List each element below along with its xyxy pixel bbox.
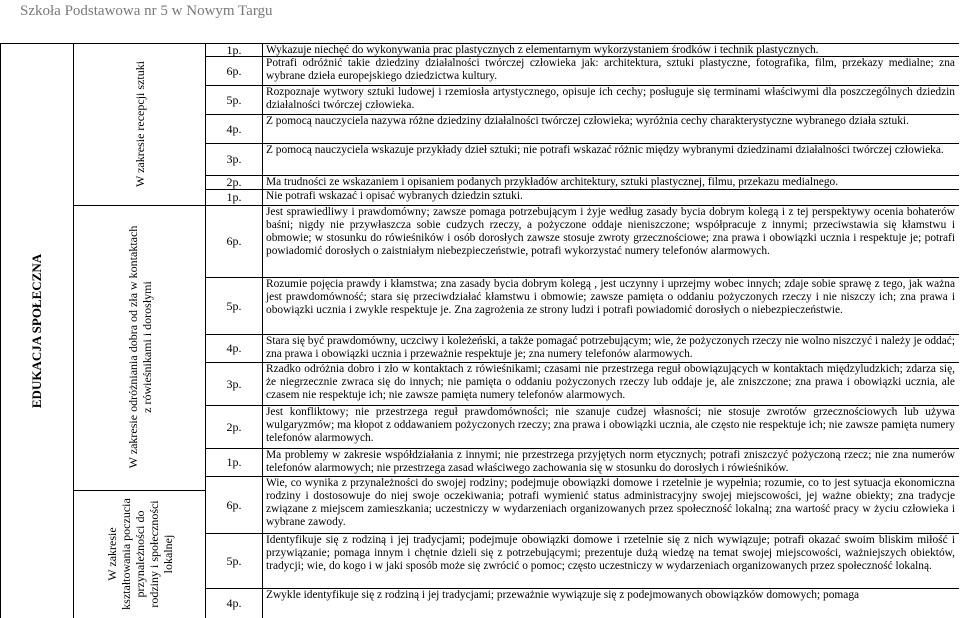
grade-cell: 6p. <box>206 477 263 533</box>
grade-cell: 5p. <box>206 86 263 114</box>
table-row <box>206 406 959 449</box>
grade-cell: 6p. <box>206 57 263 85</box>
description-cell: Identyfikuje się z rodziną i jej tradycjami; podejmuje obowiązki domowe i rzetelnie się z nich wywiązuje; potrafi okazać swoim bliskim miłość i przywiązanie; pomaga innym i chętnie dzieli się z potrzebującymi; prezentuje dużą wiedzę na temat swojej miejscowości, ważniejszych obiektów, tradycji; wie, do kogo i w jaki sposób może się zwrócić o pomoc; często uczestniczy w wydarzeniach organizowanych przez społeczność lokalną. <box>266 534 955 572</box>
grade-cell: 6p. <box>206 206 263 277</box>
description-cell: Jest sprawiedliwy i prawdomówny; zawsze pomaga potrzebującym i żyje według zasady bycia dobrym kolegą i z tej perspektywy ocenia bohaterów baśni; nigdy nie przywłaszcza sobie cudzych rzeczy, a pożyczone oddaje nieniszczone; współpracuje z innymi; przeciwstawia się kłamstwu i obmowie; w stosunku do rówieśników i osób dorosłych zawsze stosuje zwroty grzecznościowe; zna prawa i obowiązki ucznia i respektuje je; potrafi powiadomić dorosłych o zaistniałym niebezpieczeństwie, potrafi wykorzystać numery telefonów alarmowych. <box>266 206 955 257</box>
grade-cell: 3p. <box>206 144 263 175</box>
table-row <box>206 144 959 176</box>
grade-cell: 5p. <box>206 278 263 334</box>
section-column <box>74 44 206 618</box>
grade-cell: 2p. <box>206 176 263 189</box>
description-cell: Ma problemy w zakresie współdziałania z innymi; nie przestrzega przyjętych norm etycznych; potrafi zniszczyć pożyczoną rzecz; nie zna numerów telefonów alarmowych; nie przestrzega zasad właściwego zachowania się w stosunku do dorosłych i rówieśników. <box>266 449 955 474</box>
table-row <box>206 363 959 406</box>
table-row <box>206 278 959 335</box>
description-cell: Rzadko odróżnia dobro i zło w kontaktach z rówieśnikami; czasami nie przestrzega reguł obowiązujących w kontaktach międzyludzkich; zdarza się, że niegrzecznie zwraca się do innych; nie pamięta o oddaniu pożyczonych rzeczy lub oddaje je, ale zniszczone; zna prawa i obowiązki ucznia, ale czasem nie respektuje ich; nie zawsze pamięta numery telefonów alarmowych. <box>266 363 955 401</box>
table-row <box>206 44 959 57</box>
grade-cell: 5p. <box>206 534 263 588</box>
description-cell: Rozpoznaje wytwory sztuki ludowej i rzemiosła artystycznego, opisuje ich cechy; posługuje się terminami właściwymi dla poszczególnych dziedzin działalności twórczej człowieka. <box>266 86 955 111</box>
grade-cell: 2p. <box>206 406 263 448</box>
description-cell: Wykazuje niechęć do wykonywania prac plastycznych z elementarnym wykorzystaniem środków i technik plastycznych. <box>266 44 819 56</box>
grade-cell: 4p. <box>206 589 263 618</box>
section-label-good-evil: W zakresie odróżniania dobra od zła w kontaktach z rówieśnikami i dorosłymi <box>125 225 154 469</box>
description-cell: Z pomocą nauczyciela nazywa różne dziedziny działalności twórczej człowieka; wyróżnia cechy charakterystyczne wybranego działa sztuki. <box>266 115 909 127</box>
table-row <box>206 86 959 115</box>
grade-cell: 1p. <box>206 44 263 56</box>
table-row <box>206 449 959 477</box>
table-row <box>206 335 959 363</box>
grade-cell: 3p. <box>206 363 263 405</box>
main-area-column <box>1 44 74 618</box>
description-cell: Wie, co wynika z przynależności do swojej rodziny; podejmuje obowiązki domowe i rzetelnie je wypełnia; rozumie, co to jest sytuacja ekonomiczna rodziny i dostosowuje do niej swoje oczekiwania; potrafi wymienić status administracyjny swojej miejscowości, jej ważne obiekty; zna tradycje związane z miejscem zamieszkania; uczestniczy w wydarzeniach organizowanych przez społeczność lokalną; zna wartość pracy w życiu człowieka i wybrane zawody. <box>266 477 955 528</box>
description-cell: Z pomocą nauczyciela wskazuje przykłady dzieł sztuki; nie potrafi wskazać różnic między wybranymi dziedzinami działalności twórczej człowieka. <box>266 144 944 156</box>
description-cell: Ma trudności ze wskazaniem i opisaniem podanych przykładów architektury, sztuki plastycznej, filmu, przekazu medialnego. <box>266 176 839 188</box>
table-row <box>206 206 959 278</box>
description-cell: Jest konfliktowy; nie przestrzega reguł prawdomówności; nie szanuje cudzej własności; nie stosuje zwrotów grzecznościowych lub używa wulgaryzmów; ma kłopot z oddawaniem pożyczonych rzeczy; zna prawa i obowiązki ucznia, ale często nie respektuje ich; nie zawsze pamięta numery telefonów alarmowych. <box>266 406 955 444</box>
table-row <box>206 57 959 86</box>
table-row <box>206 176 959 190</box>
page-header: Szkoła Podstawowa nr 5 w Nowym Targu <box>20 3 273 19</box>
description-cell: Zwykle identyfikuje się z rodziną i jej tradycjami; przeważnie wywiązuje się z podejmowanych obowiązków domowych; pomaga <box>266 589 860 601</box>
grade-cell: 4p. <box>206 115 263 143</box>
table-row <box>206 477 959 534</box>
table-row <box>206 589 959 618</box>
description-cell: Rozumie pojęcia prawdy i kłamstwa; zna zasady bycia dobrym kolegą , jest uczynny i uprzejmy wobec innych; zdaje sobie sprawę z tego, jak ważna jest prawdomówność; stara się przeciwdziałać kłamstwu i obmowie; zawsze pamięta o oddaniu pożyczonych rzeczy i nie niszczy ich; zna prawa i obowiązki ucznia i zwykle respektuje je. Zna zagrożenia ze strony ludzi i potrafi powiadomić dorosłych o niebezpieczeństwie. <box>266 278 955 316</box>
section-label-art: W zakresie recepcji sztuki <box>132 60 147 188</box>
grade-cell: 1p. <box>206 449 263 476</box>
section-label-community: W zakresie kształtowania poczucia przynależności do rodziny i społeczności lokalnej <box>104 498 175 610</box>
description-cell: Nie potrafi wskazać i opisać wybranych dziedzin sztuki. <box>266 190 523 202</box>
grade-cell: 1p. <box>206 190 263 205</box>
grade-cell: 4p. <box>206 335 263 362</box>
description-cell: Potrafi odróżnić takie dziedziny działalności twórczej człowieka jak: architektura, sztuki plastyczne, fotografika, film, przekazy medialne; zna wybrane dzieła europejskiego dziedzictwa kultury. <box>266 57 955 82</box>
table-row <box>206 115 959 144</box>
table-row <box>206 534 959 589</box>
main-area-label: EDUKACJA SPOŁECZNA <box>29 253 44 409</box>
grading-table <box>0 43 959 618</box>
description-cell: Stara się być prawdomówny, uczciwy i koleżeński, a także pomagać potrzebującym; wie, że pożyczonych rzeczy nie wolno niszczyć i należy je oddać; zna prawa i obowiązki ucznia i przeważnie respektuje je; zna numery telefonów alarmowych. <box>266 335 955 360</box>
table-row <box>206 190 959 206</box>
